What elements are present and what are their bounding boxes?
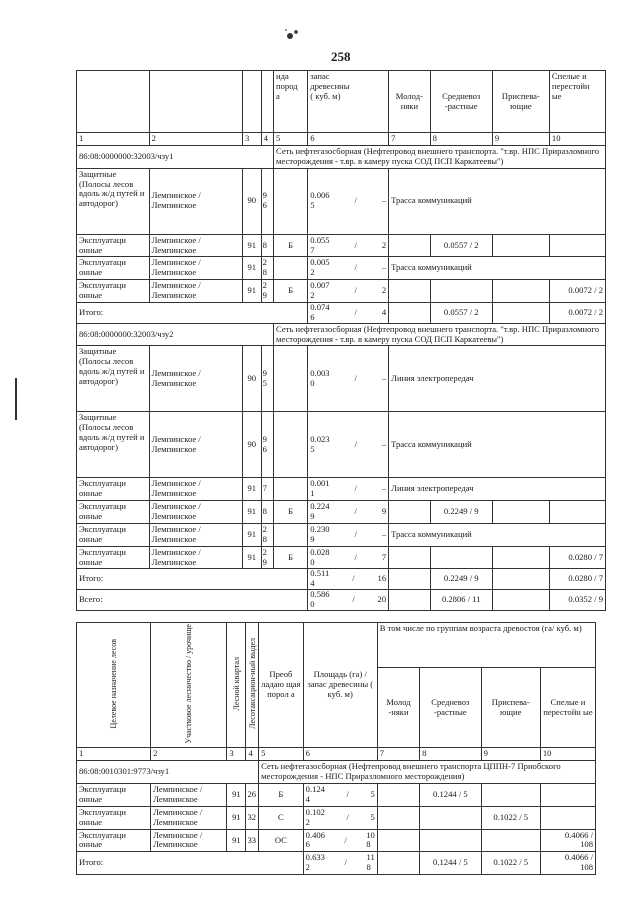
volume-area-cell bbox=[308, 590, 389, 611]
volume-value: 0.028 0 bbox=[310, 546, 330, 567]
quarter-cell: 91 bbox=[227, 829, 246, 852]
volume-area-cell bbox=[308, 501, 389, 524]
col-num: 5 bbox=[259, 748, 303, 761]
purpose-cell: Эксплуатаци онные bbox=[77, 523, 150, 546]
young-cell bbox=[389, 590, 430, 611]
h2-vy: Лесотаксацион-ный выдел bbox=[247, 638, 257, 730]
scan-smudge bbox=[282, 24, 304, 46]
cadastral-id: 86:08:0000000:32003/чзу2 bbox=[77, 323, 274, 346]
purpose-cell: Эксплуатаци онные bbox=[77, 501, 150, 524]
page-number: 258 bbox=[331, 49, 351, 64]
species-cell: ОС bbox=[259, 829, 303, 852]
area-value: 7 bbox=[381, 551, 387, 562]
middle-cell: 0.1244 / 5 bbox=[420, 784, 481, 807]
middle-cell: 0.0557 / 2 bbox=[430, 302, 492, 323]
area-value: – bbox=[381, 528, 387, 539]
slash-separator: / bbox=[346, 789, 349, 800]
cadastral-id: 86:08:0000000:32003/чзу1 bbox=[77, 145, 274, 168]
volume-area-cell bbox=[308, 346, 389, 412]
purpose-cell: Защитные (Полосы лесов вдоль ж/д путей и автодорог) bbox=[77, 412, 150, 478]
purpose-cell: Эксплуатаци онные bbox=[77, 784, 151, 807]
ripening-cell bbox=[481, 829, 540, 852]
purpose-cell: Эксплуатаци онные bbox=[77, 257, 150, 280]
forestry-cell: Лемпинское / Лемпинское bbox=[149, 257, 242, 280]
col-num: 9 bbox=[481, 748, 540, 761]
col-num: 9 bbox=[492, 133, 549, 146]
mature-cell: 0.0280 / 7 bbox=[549, 569, 605, 590]
allotment-cell: 2 8 bbox=[261, 523, 273, 546]
area-value: 9 bbox=[381, 506, 387, 517]
h2-mature: Спелые и перестойн ые bbox=[540, 668, 595, 748]
note-cell: Трасса коммуникаций bbox=[389, 257, 606, 280]
volume-value: 0.074 6 bbox=[310, 302, 330, 322]
species-cell bbox=[274, 412, 308, 478]
col-num: 1 bbox=[77, 133, 150, 146]
middle-cell: 0.2249 / 9 bbox=[430, 569, 492, 590]
total-label: Итого: bbox=[77, 569, 308, 590]
slash-separator: / bbox=[354, 483, 357, 494]
forestry-cell: Лемпинское / Лемпинское bbox=[149, 501, 242, 524]
object-description: Сеть нефтегазосборная (Нефтепровод внешнего транспорта ЦППН-7 Приобского месторождения - НПС Приразломного месторождения) bbox=[259, 761, 596, 784]
col-num: 8 bbox=[420, 748, 481, 761]
volume-value: 0.124 4 bbox=[305, 784, 325, 804]
middle-cell bbox=[420, 806, 481, 829]
forestry-cell: Лемпинское / Лемпинское bbox=[151, 784, 227, 807]
object-description: Сеть нефтегазосборная (Нефтепровод внешнего транспорта. "т.вр. НПС Приразломного месторождения - т.вр. в камеру пуска СОД ПСП Каркатеевы") bbox=[274, 323, 606, 346]
slash-separator: / bbox=[346, 811, 349, 822]
purpose-cell: Эксплуатаци онные bbox=[77, 829, 151, 852]
allotment-cell: 8 bbox=[261, 501, 273, 524]
young-cell bbox=[389, 501, 430, 524]
allotment-cell: 8 bbox=[261, 234, 273, 257]
col-num: 7 bbox=[389, 133, 430, 146]
col-num: 1 bbox=[77, 748, 151, 761]
quarter-cell: 91 bbox=[242, 523, 261, 546]
young-cell bbox=[389, 569, 430, 590]
area-value: 5 bbox=[370, 811, 375, 822]
table-row bbox=[77, 546, 606, 569]
slash-separator: / bbox=[352, 573, 355, 584]
purpose-cell: Эксплуатаци онные bbox=[77, 806, 151, 829]
area-value: – bbox=[381, 438, 387, 449]
col-num: 4 bbox=[261, 133, 273, 146]
table-row bbox=[77, 280, 606, 303]
ripening-cell bbox=[492, 501, 549, 524]
forestry-cell: Лемпинское / Лемпинское bbox=[149, 478, 242, 501]
quarter-cell: 90 bbox=[242, 412, 261, 478]
block-header-row bbox=[77, 761, 596, 784]
mature-cell: 0.0280 / 7 bbox=[549, 546, 605, 569]
cadastral-id: 86:08:0010301:9773/чзу1 bbox=[77, 761, 259, 784]
table-row bbox=[77, 412, 606, 478]
col-num: 6 bbox=[303, 748, 377, 761]
grand-label: Всего: bbox=[77, 590, 308, 611]
volume-area-cell bbox=[303, 806, 377, 829]
species-cell bbox=[274, 346, 308, 412]
object-description: Сеть нефтегазосборная (Нефтепровод внешнего транспорта. "т.вр. НПС Приразломного месторождения - т.вр. в камеру пуска СОД ПСП Каркатеевы") bbox=[274, 145, 606, 168]
middle-cell bbox=[420, 829, 481, 852]
h2-young: Молод -няки bbox=[377, 668, 419, 748]
middle-cell bbox=[430, 280, 492, 303]
total-row bbox=[77, 302, 606, 323]
species-cell: Б bbox=[274, 501, 308, 524]
forestry-cell: Лемпинское / Лемпинское bbox=[151, 829, 227, 852]
ripening-cell: 0.1022 / 5 bbox=[481, 806, 540, 829]
upper-table bbox=[76, 70, 606, 611]
forestry-cell: Лемпинское / Лемпинское bbox=[149, 168, 242, 234]
young-cell bbox=[377, 806, 419, 829]
ripening-cell bbox=[492, 302, 549, 323]
col-num: 6 bbox=[308, 133, 389, 146]
ripening-cell bbox=[492, 234, 549, 257]
mature-cell: 0.0072 / 2 bbox=[549, 302, 605, 323]
h2-group: В том числе по группам возраста древостоя (га/ куб. м) bbox=[377, 623, 595, 668]
volume-area-cell bbox=[308, 546, 389, 569]
col-num: 10 bbox=[540, 748, 595, 761]
middle-cell: 0.0557 / 2 bbox=[430, 234, 492, 257]
table-row bbox=[77, 168, 606, 234]
volume-value: 0.023 5 bbox=[310, 434, 330, 454]
header-row bbox=[77, 71, 606, 133]
quarter-cell: 90 bbox=[242, 346, 261, 412]
col-middle: Средневоз -растные bbox=[430, 71, 492, 133]
volume-value: 0.511 4 bbox=[310, 568, 330, 589]
total-row bbox=[77, 852, 596, 875]
quarter-cell: 91 bbox=[227, 784, 246, 807]
volume-value: 0.006 5 bbox=[310, 190, 330, 211]
purpose-cell: Защитные (Полосы лесов вдоль ж/д путей и автодорог) bbox=[77, 346, 150, 412]
total-label: Итого: bbox=[77, 852, 304, 875]
forestry-cell: Лемпинское / Лемпинское bbox=[149, 523, 242, 546]
species-cell: Б bbox=[274, 234, 308, 257]
table-row bbox=[77, 806, 596, 829]
area-value: 2 bbox=[381, 285, 387, 296]
species-cell: С bbox=[259, 806, 303, 829]
grand-row bbox=[77, 590, 606, 611]
area-value: 5 bbox=[370, 789, 375, 800]
young-cell bbox=[377, 784, 419, 807]
allotment-cell: 2 8 bbox=[261, 257, 273, 280]
volume-value: 0.224 9 bbox=[310, 501, 330, 521]
purpose-cell: Эксплуатаци онные bbox=[77, 234, 150, 257]
table-row bbox=[77, 234, 606, 257]
volume-value: 0.102 2 bbox=[305, 806, 325, 827]
area-value: – bbox=[381, 195, 387, 206]
note-cell: Линия электропередач bbox=[389, 346, 606, 412]
mature-cell: 0.0352 / 9 bbox=[549, 590, 605, 611]
volume-area-cell bbox=[308, 523, 389, 546]
quarter-cell: 91 bbox=[227, 806, 246, 829]
allotment-cell: 2 9 bbox=[261, 546, 273, 569]
h2-area: Площадь (га) / запас древесины ( куб. м) bbox=[303, 623, 377, 748]
col-ripening: Приспева- ющие bbox=[492, 71, 549, 133]
col-num: 4 bbox=[246, 748, 259, 761]
slash-separator: / bbox=[354, 438, 357, 449]
volume-value: 0.005 2 bbox=[310, 257, 330, 278]
quarter-cell: 91 bbox=[242, 280, 261, 303]
volume-area-cell bbox=[308, 234, 389, 257]
col-young: Молод- няки bbox=[389, 71, 430, 133]
h2-spec: Преоб ладаю щая порол а bbox=[259, 623, 303, 748]
area-value: 2 bbox=[381, 239, 387, 250]
area-value: – bbox=[381, 483, 387, 494]
forestry-cell: Лемпинское / Лемпинское bbox=[149, 412, 242, 478]
total-label: Итого: bbox=[77, 302, 308, 323]
lower-table bbox=[76, 622, 596, 875]
volume-value: 0.007 2 bbox=[310, 280, 330, 300]
slash-separator: / bbox=[352, 594, 355, 605]
young-cell bbox=[389, 280, 430, 303]
quarter-cell: 91 bbox=[242, 257, 261, 280]
slash-separator: / bbox=[354, 528, 357, 539]
area-value: – bbox=[381, 262, 387, 273]
total-row bbox=[77, 569, 606, 590]
col-num: 8 bbox=[430, 133, 492, 146]
block-1 bbox=[77, 145, 606, 323]
table-row bbox=[77, 478, 606, 501]
young-cell bbox=[377, 829, 419, 852]
young-cell bbox=[377, 852, 419, 875]
ripening-cell bbox=[492, 569, 549, 590]
h2-middle: Средневоз -растные bbox=[420, 668, 481, 748]
middle-cell: 0.2806 / 11 bbox=[430, 590, 492, 611]
species-cell: Б bbox=[259, 784, 303, 807]
col-species: ида пород а bbox=[274, 71, 308, 133]
slash-separator: / bbox=[344, 857, 347, 868]
volume-value: 0.230 9 bbox=[310, 523, 330, 544]
mature-cell bbox=[549, 501, 605, 524]
forestry-cell: Лемпинское / Лемпинское bbox=[149, 346, 242, 412]
allotment-cell: 33 bbox=[246, 829, 259, 852]
allotment-cell: 9 6 bbox=[261, 168, 273, 234]
volume-area-cell bbox=[308, 168, 389, 234]
young-cell bbox=[389, 546, 430, 569]
ripening-cell bbox=[492, 546, 549, 569]
mature-cell bbox=[540, 806, 595, 829]
forestry-cell: Лемпинское / Лемпинское bbox=[149, 280, 242, 303]
young-cell bbox=[389, 302, 430, 323]
mature-cell: 0.4066 / 108 bbox=[540, 852, 595, 875]
area-value: 20 bbox=[377, 594, 387, 605]
col-num: 3 bbox=[227, 748, 246, 761]
slash-separator: / bbox=[344, 834, 347, 845]
mature-cell bbox=[540, 784, 595, 807]
allotment-cell: 7 bbox=[261, 478, 273, 501]
area-value: 4 bbox=[381, 306, 387, 317]
allotment-cell: 9 5 bbox=[261, 346, 273, 412]
forestry-cell: Лемпинское / Лемпинское bbox=[151, 806, 227, 829]
col-num: 2 bbox=[149, 133, 242, 146]
col-num: 7 bbox=[377, 748, 419, 761]
volume-value: 0.586 0 bbox=[310, 589, 330, 609]
col-num: 10 bbox=[549, 133, 605, 146]
volume-area-cell bbox=[303, 852, 377, 875]
area-value: 16 bbox=[377, 573, 387, 584]
slash-separator: / bbox=[354, 262, 357, 273]
middle-cell bbox=[430, 546, 492, 569]
ripening-cell bbox=[492, 280, 549, 303]
volume-value: 0.406 6 bbox=[305, 829, 325, 850]
slash-separator: / bbox=[354, 506, 357, 517]
species-cell bbox=[274, 478, 308, 501]
volume-value: 0.055 7 bbox=[310, 234, 330, 255]
species-cell: Б bbox=[274, 280, 308, 303]
scan-edge-line bbox=[15, 378, 17, 420]
purpose-cell: Эксплуатаци онные bbox=[77, 280, 150, 303]
area-value: 11 8 bbox=[366, 852, 375, 873]
col-num: 2 bbox=[151, 748, 227, 761]
h2-ripening: Приспева-ющие bbox=[481, 668, 540, 748]
table-row bbox=[77, 501, 606, 524]
volume-area-cell bbox=[308, 302, 389, 323]
header2-row-a bbox=[77, 623, 596, 668]
table-row bbox=[77, 346, 606, 412]
table-row bbox=[77, 829, 596, 852]
h2-purpose: Целевое назначение лесов bbox=[108, 639, 118, 729]
quarter-cell: 90 bbox=[242, 168, 261, 234]
block-2 bbox=[77, 323, 606, 610]
purpose-cell: Эксплуатаци онные bbox=[77, 478, 150, 501]
allotment-cell: 9 6 bbox=[261, 412, 273, 478]
middle-cell: 0.2249 / 9 bbox=[430, 501, 492, 524]
volume-area-cell bbox=[308, 412, 389, 478]
species-cell bbox=[274, 168, 308, 234]
block-header-row bbox=[77, 145, 606, 168]
volume-area-cell bbox=[308, 280, 389, 303]
mature-cell bbox=[549, 234, 605, 257]
volume-value: 0.001 1 bbox=[310, 478, 330, 499]
species-cell: Б bbox=[274, 546, 308, 569]
allotment-cell: 32 bbox=[246, 806, 259, 829]
col-mature: Спелые и перестойн ые bbox=[549, 71, 605, 133]
table-row bbox=[77, 523, 606, 546]
quarter-cell: 91 bbox=[242, 501, 261, 524]
ripening-cell bbox=[481, 784, 540, 807]
note-cell: Линия электропередач bbox=[389, 478, 606, 501]
ripening-cell bbox=[492, 590, 549, 611]
slash-separator: / bbox=[354, 306, 357, 317]
quarter-cell: 91 bbox=[242, 546, 261, 569]
allotment-cell: 26 bbox=[246, 784, 259, 807]
slash-separator: / bbox=[354, 285, 357, 296]
volume-area-cell bbox=[308, 257, 389, 280]
h2-kv: Лесной квартал bbox=[231, 657, 241, 711]
area-value: 10 8 bbox=[366, 829, 375, 850]
forestry-cell: Лемпинское / Лемпинское bbox=[149, 234, 242, 257]
block-header-row bbox=[77, 323, 606, 346]
column-numbers-row-2 bbox=[77, 748, 596, 761]
middle-cell: 0.1244 / 5 bbox=[420, 852, 481, 875]
slash-separator: / bbox=[354, 239, 357, 250]
slash-separator: / bbox=[354, 195, 357, 206]
volume-value: 0.003 0 bbox=[310, 368, 330, 388]
volume-area-cell bbox=[303, 829, 377, 852]
column-numbers-row bbox=[77, 133, 606, 146]
slash-separator: / bbox=[354, 551, 357, 562]
species-cell bbox=[274, 523, 308, 546]
h2-forestry: Участковое лесничество / урочище bbox=[184, 624, 194, 744]
col-volume: запас древесины ( куб. м) bbox=[308, 71, 389, 133]
volume-area-cell bbox=[308, 569, 389, 590]
mature-cell: 0.0072 / 2 bbox=[549, 280, 605, 303]
table-row bbox=[77, 784, 596, 807]
note-cell: Трасса коммуникаций bbox=[389, 168, 606, 234]
block-3 bbox=[77, 761, 596, 875]
note-cell: Трасса коммуникаций bbox=[389, 523, 606, 546]
volume-value: 0.633 2 bbox=[305, 852, 325, 873]
forestry-cell: Лемпинское / Лемпинское bbox=[149, 546, 242, 569]
quarter-cell: 91 bbox=[242, 478, 261, 501]
mature-cell: 0.4066 / 108 bbox=[540, 829, 595, 852]
col-num: 5 bbox=[274, 133, 308, 146]
purpose-cell: Эксплуатаци онные bbox=[77, 546, 150, 569]
allotment-cell: 2 9 bbox=[261, 280, 273, 303]
quarter-cell: 91 bbox=[242, 234, 261, 257]
table-row bbox=[77, 257, 606, 280]
col-num: 3 bbox=[242, 133, 261, 146]
volume-area-cell bbox=[308, 478, 389, 501]
species-cell bbox=[274, 257, 308, 280]
purpose-cell: Защитные (Полосы лесов вдоль ж/д путей и автодорог) bbox=[77, 168, 150, 234]
area-value: – bbox=[381, 372, 387, 383]
young-cell bbox=[389, 234, 430, 257]
volume-area-cell bbox=[303, 784, 377, 807]
ripening-cell: 0.1022 / 5 bbox=[481, 852, 540, 875]
note-cell: Трасса коммуникаций bbox=[389, 412, 606, 478]
slash-separator: / bbox=[354, 372, 357, 383]
